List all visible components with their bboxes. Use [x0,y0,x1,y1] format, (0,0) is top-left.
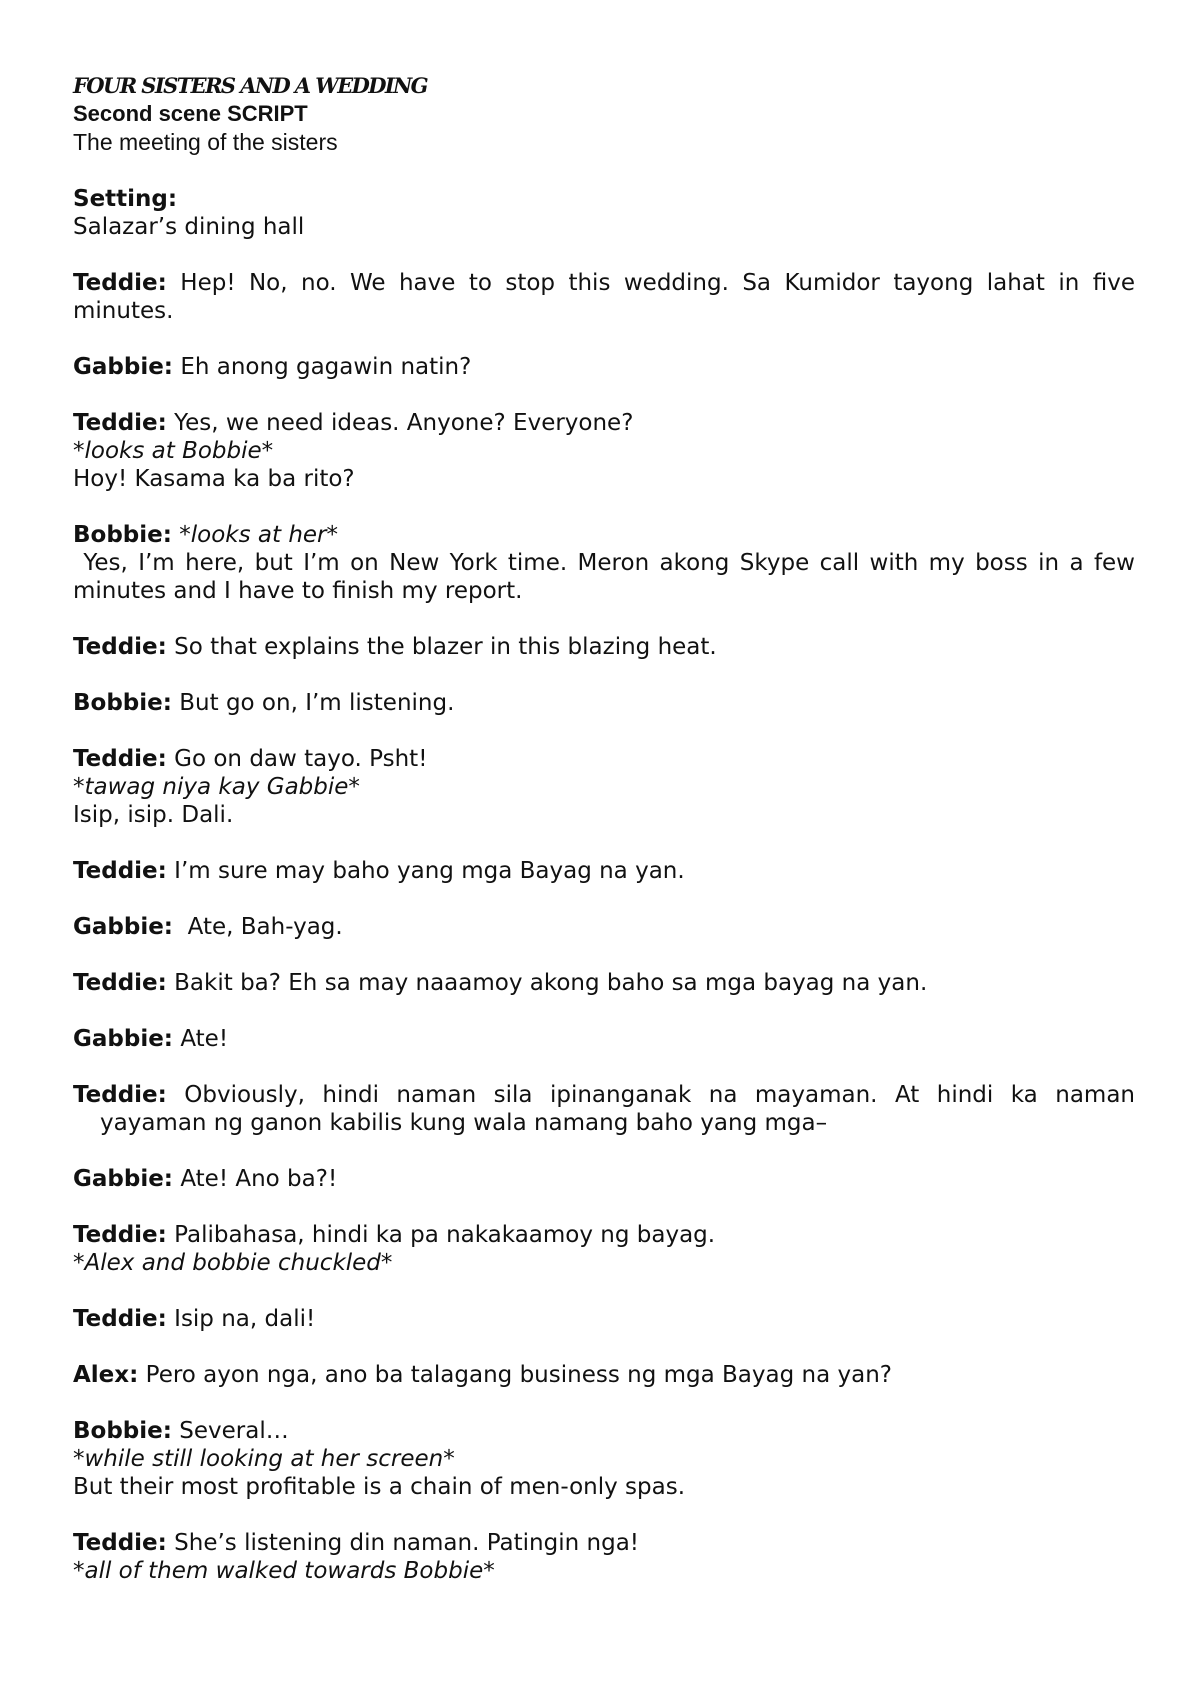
dialogue-entry [73,857,1135,885]
dialogue-entry [73,913,1135,941]
stage-direction: *while still looking at her screen* [73,1446,455,1472]
dialogue-line: She’s listening din naman. Patingin nga! [166,1530,640,1556]
setting-value: Salazar’s dining hall [73,214,305,240]
dialogue-entry [73,1081,1143,1137]
script-subtitle: Second scene SCRIPT [73,101,308,126]
dialogue-line: Hoy! Kasama ka ba rito? [73,466,355,492]
dialogue-entry [73,1221,1135,1277]
dialogue-entry [73,1305,1135,1333]
dialogue-line: Ate! [173,1026,229,1052]
dialogue-line: Palibahasa, hindi ka pa nakakaamoy ng bayag. [166,1222,716,1248]
speaker-name: Bobbie: [73,522,172,548]
dialogue-line: Isip, isip. Dali. [73,802,234,828]
dialogue-entry [73,1529,1135,1585]
speaker-name: Alex: [73,1362,139,1388]
dialogue-line: But their most profitable is a chain of men-only spas. [73,1474,686,1500]
dialogue-entry [73,269,1143,325]
dialogue-entry [73,1025,1135,1053]
dialogue-line: Eh anong gagawin natin? [173,354,472,380]
dialogue-line: Pero ayon nga, ano ba talagang business ng mga Bayag na yan? [138,1362,892,1388]
speaker-name: Teddie: [73,1222,167,1248]
speaker-name: Teddie: [73,858,167,884]
stage-direction: *Alex and bobbie chuckled* [73,1250,393,1276]
speaker-name: Bobbie: [73,690,172,716]
dialogue-line: Ate, Bah-yag. [173,914,343,940]
speaker-name: Teddie: [73,1530,167,1556]
dialogue-line: But go on, I’m listening. [171,690,455,716]
speaker-name: Gabbie: [73,1166,174,1192]
dialogue-line: Several… [171,1418,289,1444]
script-title: FOUR SISTERS AND A WEDDING [73,73,427,98]
stage-direction: *looks at Bobbie* [73,438,274,464]
dialogue-entry [73,689,1135,717]
speaker-name: Teddie: [73,746,167,772]
speaker-name: Teddie: [73,410,167,436]
dialogue-entry [73,1417,1135,1501]
stage-direction: *tawag niya kay Gabbie* [73,774,360,800]
speaker-name: Gabbie: [73,354,174,380]
dialogue-entry [73,521,1143,605]
dialogue-line: Obviously, hindi naman sila ipinanganak na mayaman. At hindi ka naman yayaman ng ganon kabilis kung wala namang baho yang mga– [100,1082,1143,1136]
setting-label: Setting: [73,186,178,212]
dialogue-entry [73,1361,1135,1389]
dialogue-line: Go on daw tayo. Psht! [166,746,428,772]
setting-block [73,185,1135,241]
dialogue-entry [73,633,1135,661]
dialogue-line: Ate! Ano ba?! [173,1166,338,1192]
speaker-name: Teddie: [73,634,167,660]
dialogue-line: I’m sure may baho yang mga Bayag na yan. [166,858,685,884]
scene-description: The meeting of the sisters [73,129,338,155]
dialogue-line: Hep! No, no. We have to stop this wedding. Sa Kumidor tayong lahat in five minutes. [73,270,1143,324]
speaker-name: Bobbie: [73,1418,172,1444]
dialogue-line: Isip na, dali! [166,1306,316,1332]
dialogue-line: Yes, we need ideas. Anyone? Everyone? [166,410,634,436]
script-page [73,72,1143,1585]
speaker-name: Teddie: [73,970,167,996]
dialogue-entry [73,353,1135,381]
speaker-name: Gabbie: [73,1026,174,1052]
dialogue-entry [73,969,1135,997]
dialogue-line: Bakit ba? Eh sa may naaamoy akong baho sa mga bayag na yan. [166,970,928,996]
dialogue-line: Yes, I’m here, but I’m on New York time. Meron akong Skype call with my boss in a few minutes and I have to finish my report. [73,550,1143,604]
dialogue-entry [73,745,1135,829]
speaker-name: Teddie: [73,1306,167,1332]
dialogue-line: So that explains the blazer in this blazing heat. [166,634,717,660]
speaker-name: Teddie: [73,270,167,296]
stage-direction: *all of them walked towards Bobbie* [73,1558,495,1584]
speaker-name: Teddie: [73,1082,167,1108]
dialogue-entry [73,1165,1135,1193]
speaker-name: Gabbie: [73,914,174,940]
dialogue-entry [73,409,1135,493]
stage-direction: *looks at her* [171,522,339,548]
